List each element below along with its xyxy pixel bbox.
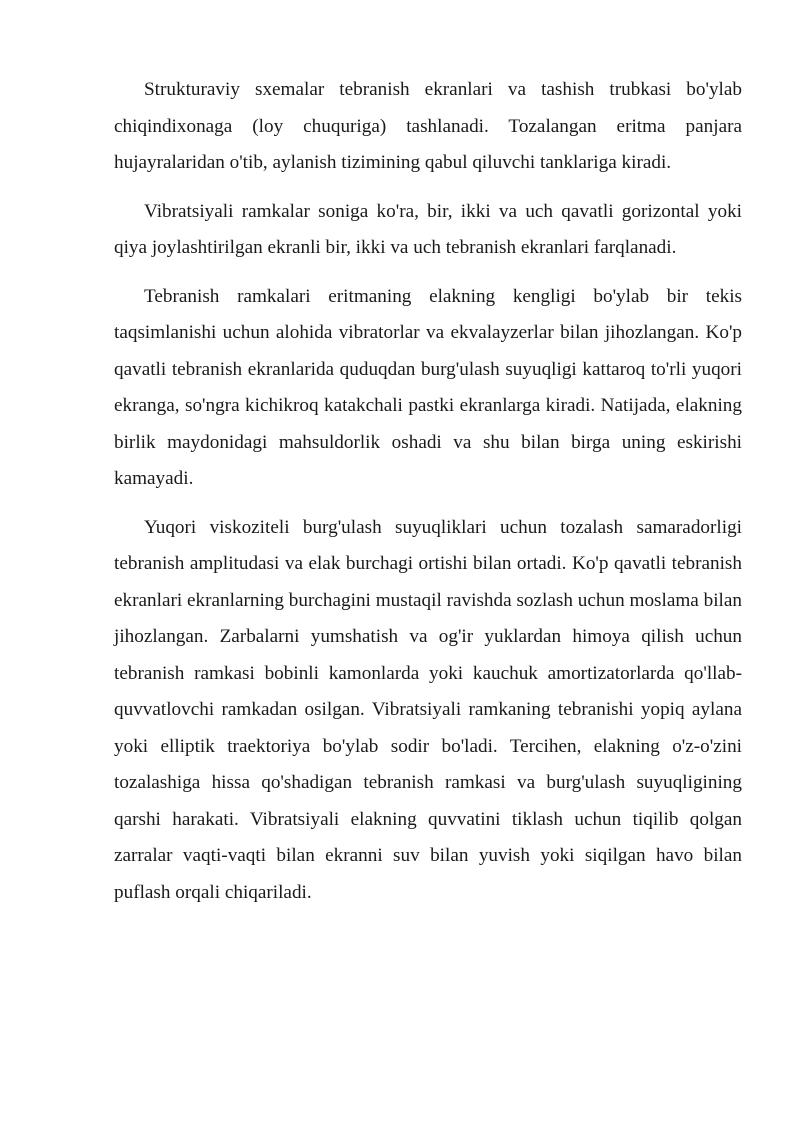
paragraph-2: Vibratsiyali ramkalar soniga ko'ra, bir, ikki va uch qavatli gorizontal yoki qiya joylashtirilgan ekranli bir, ikki va uch tebranish ekranlari farqlanadi. bbox=[114, 200, 742, 258]
paragraph-1: Strukturaviy sxemalar tebranish ekranlari va tashish trubkasi bo'ylab chiqindixonaga (loy chuquriga) tashlanadi. Tozalangan eritma panjara hujayralaridan o'tib, aylanish tizimining qabul qiluvchi tanklariga kiradi. bbox=[114, 79, 742, 173]
document-body bbox=[114, 72, 742, 923]
paragraph-3: Tebranish ramkalari eritmaning elakning kengligi bo'ylab bir tekis taqsimlanishi uchun alohida vibratorlar va ekvalayzerlar bilan jihozlangan. Ko'p qavatli tebranish ekranlarida quduqdan burg'ulash suyuqligi kattaroq to'rli yuqori ekranga, so'ngra kichikroq katakchali pastki ekranlarga kiradi. Natijada, elakning birlik maydonidagi mahsuldorlik oshadi va shu bilan birga uning eskirishi kamayadi. bbox=[114, 285, 742, 489]
paragraph-4: Yuqori viskoziteli burg'ulash suyuqliklari uchun tozalash samaradorligi tebranish amplitudasi va elak burchagi ortishi bilan ortadi. Ko'p qavatli tebranish ekranlari ekranlarning burchagini mustaqil ravishda sozlash uchun moslama bilan jihozlangan. Zarbalarni yumshatish va og'ir yuklardan himoya qilish uchun tebranish ramkasi bobinli kamonlarda yoki kauchuk amortizatorlarda qo'llab-quvvatlovchi ramkadan osilgan. Vibratsiyali ramkaning tebranishi yopiq aylana yoki elliptik traektoriya bo'ylab sodir bo'ladi. Tercihen, elakning o'z-o'zini tozalashiga hissa qo'shadigan tebranish ramkasi va burg'ulash suyuqligining qarshi harakati. Vibratsiyali elakning quvvatini tiklash uchun tiqilib qolgan zarralar vaqti-vaqti bilan ekranni suv bilan yuvish yoki siqilgan havo bilan puflash orqali chiqariladi. bbox=[114, 516, 742, 903]
